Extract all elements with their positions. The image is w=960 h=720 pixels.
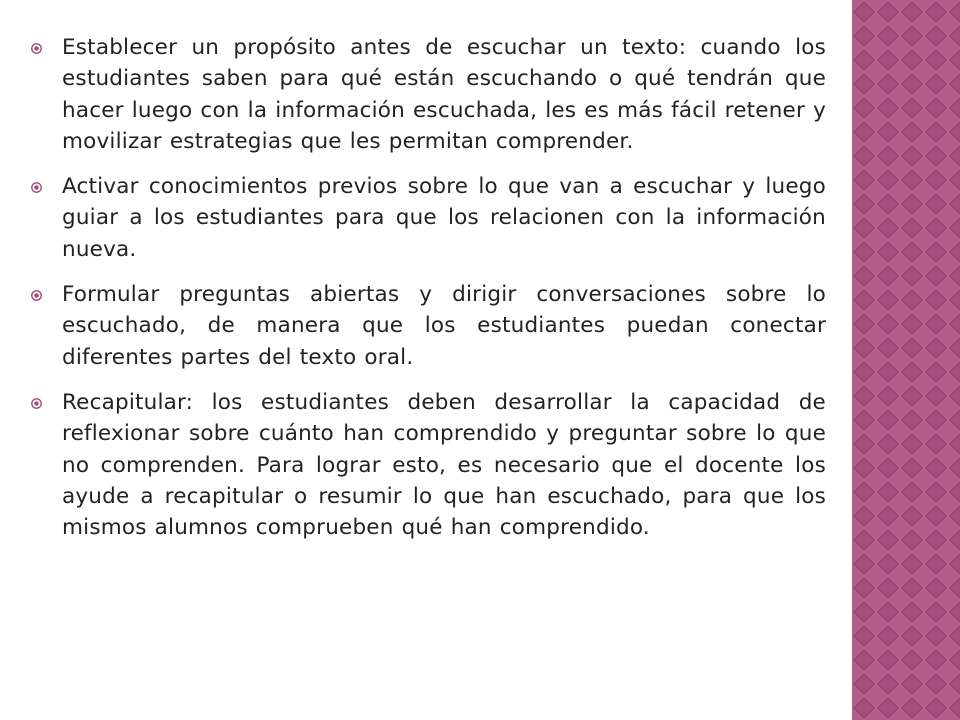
diamond-pattern (852, 0, 960, 720)
decorative-side-panel (852, 0, 960, 720)
bullet-text: Activar conocimientos previos sobre lo que van a escuchar y luego guiar a los estudiantes para que los relacionen con la información nueva. (62, 174, 826, 262)
bullet-text: Establecer un propósito antes de escuchar un texto: cuando los estudiantes saben para qué están escuchando o qué tendrán que hacer luego con la información escuchada, les es más fácil retener y movilizar estrategias que les permitan comprender. (62, 35, 826, 154)
circled-dot-bullet-icon (31, 43, 42, 54)
bullet-list (28, 32, 826, 557)
list-item (28, 171, 826, 265)
circled-dot-bullet-icon (31, 182, 42, 193)
bullet-text: Formular preguntas abiertas y dirigir conversaciones sobre lo escuchado, de manera que los estudiantes puedan conectar diferentes partes del texto oral. (62, 282, 826, 370)
list-item (28, 279, 826, 373)
list-item (28, 32, 826, 157)
circled-dot-bullet-icon (31, 290, 42, 301)
circled-dot-bullet-icon (31, 398, 42, 409)
bullet-text: Recapitular: los estudiantes deben desarrollar la capacidad de reflexionar sobre cuánto han comprendido y preguntar sobre lo que no comprenden. Para lograr esto, es necesario que el docente los ayude a recapitular o resumir lo que han escuchado, para que los mismos alumnos comprueben qué han comprendido. (62, 389, 826, 541)
list-item (28, 387, 826, 543)
